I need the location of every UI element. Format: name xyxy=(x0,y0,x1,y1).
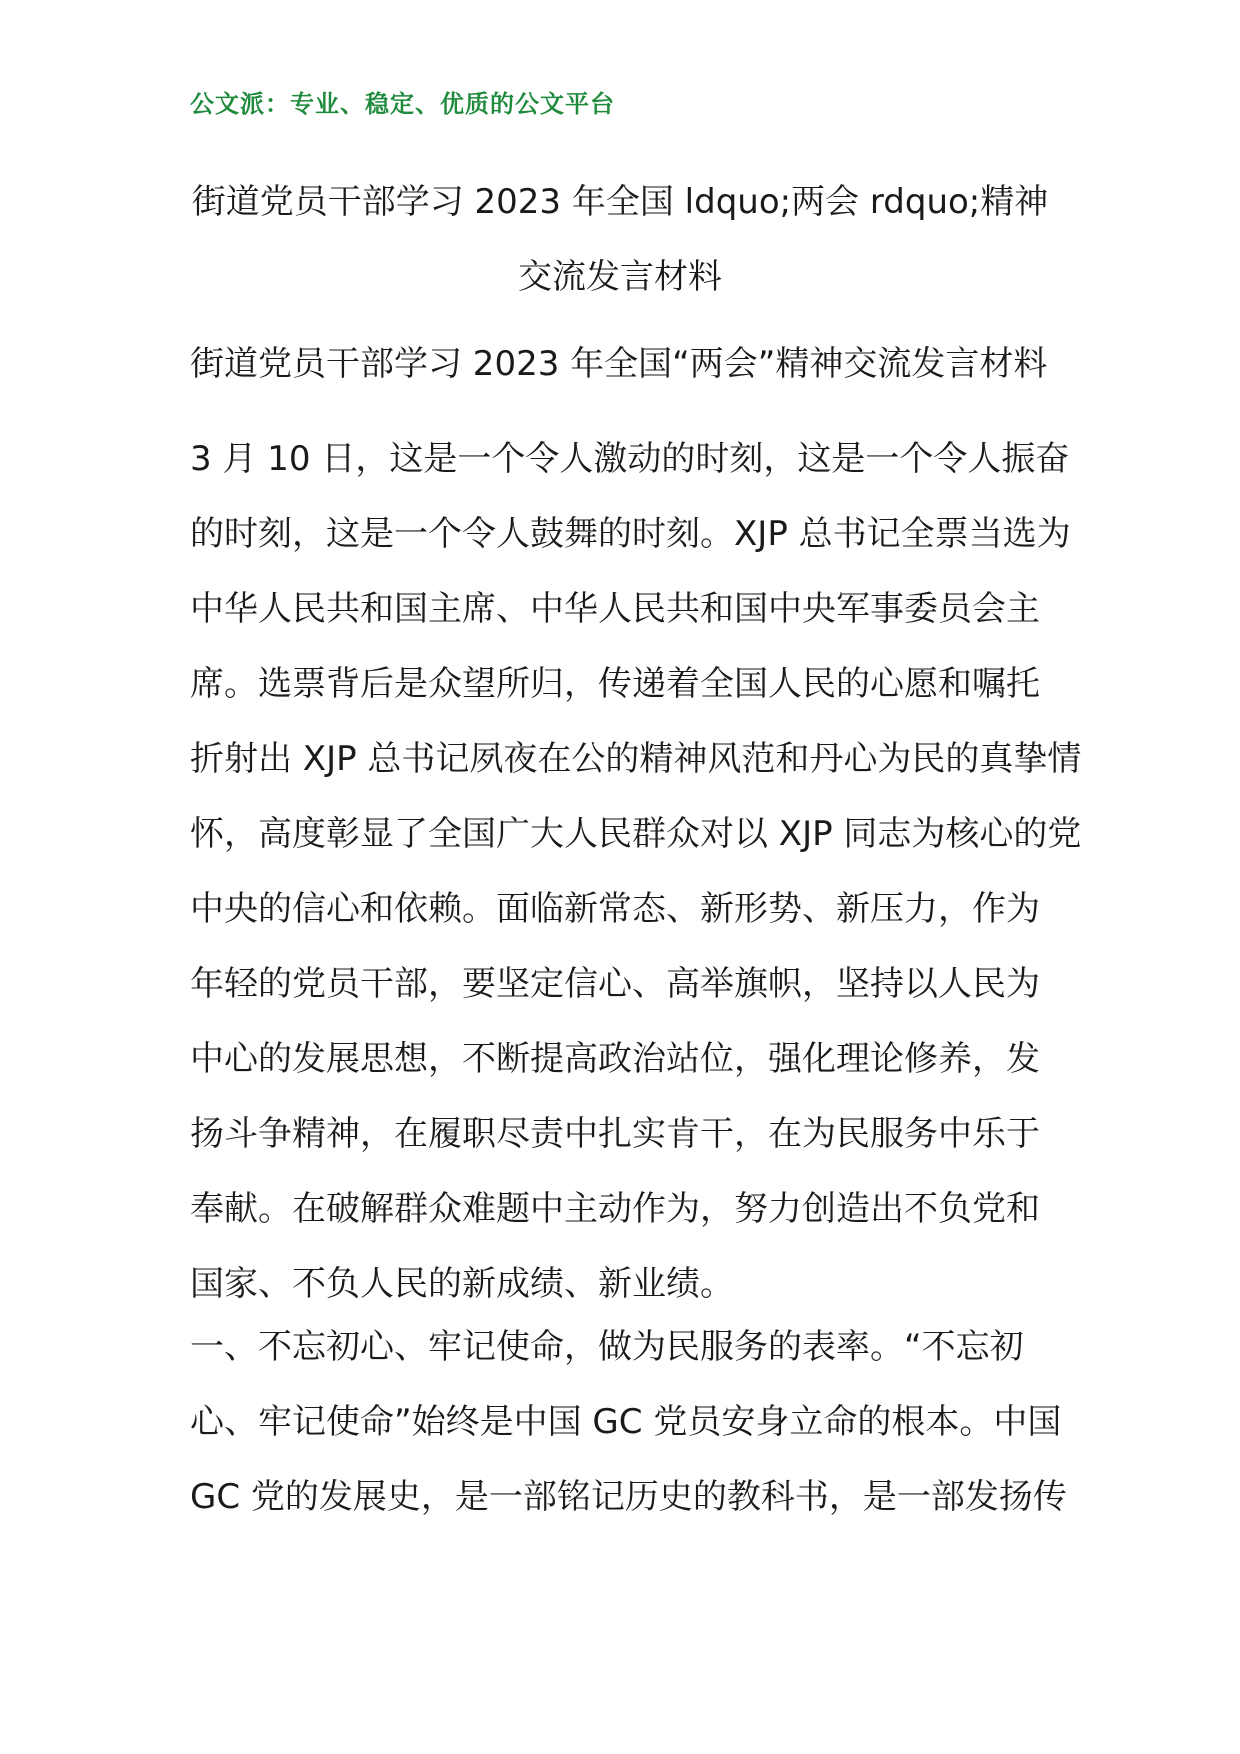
title-line: 街道党员干部学习 2023 年全国 ldquo;两会 rdquo;精神 xyxy=(191,182,1049,222)
text-line: 席。选票背后是众望所归，传递着全国人民的心愿和嘱托 xyxy=(190,664,1040,704)
paragraph-section-one xyxy=(190,1310,1067,1535)
text-line: 奉献。在破解群众难题中主动作为，努力创造出不负党和 xyxy=(190,1189,1040,1229)
text-line: GC 党的发展史，是一部铭记历史的教科书，是一部发扬传 xyxy=(190,1477,1067,1517)
header-note: 公文派：专业、稳定、优质的公文平台 xyxy=(190,90,615,118)
text-line: 年轻的党员干部，要坚定信心、高举旗帜，坚持以人民为 xyxy=(190,964,1040,1004)
page-title xyxy=(190,165,1050,315)
text-line: 的时刻，这是一个令人鼓舞的时刻。XJP 总书记全票当选为 xyxy=(190,514,1071,554)
text-line: 怀，高度彰显了全国广大人民群众对以 XJP 同志为核心的党 xyxy=(190,814,1082,854)
text-line: 折射出 XJP 总书记夙夜在公的精神风范和丹心为民的真挚情 xyxy=(190,739,1082,779)
text-line: 3 月 10 日，这是一个令人激动的时刻，这是一个令人振奋 xyxy=(190,439,1070,479)
paragraph-intro xyxy=(190,422,1082,1322)
text-line: 中心的发展思想，不断提高政治站位，强化理论修养，发 xyxy=(190,1039,1040,1079)
text-line: 一、不忘初心、牢记使命，做为民服务的表率。“不忘初 xyxy=(190,1327,1024,1367)
text-line: 国家、不负人民的新成绩、新业绩。 xyxy=(190,1264,734,1304)
text-line: 中华人民共和国主席、中华人民共和国中央军事委员会主 xyxy=(190,589,1040,629)
text-line: 心、牢记使命”始终是中国 GC 党员安身立命的根本。中国 xyxy=(190,1402,1062,1442)
text-line: 中央的信心和依赖。面临新常态、新形势、新压力，作为 xyxy=(190,889,1040,929)
subtitle: 街道党员干部学习 2023 年全国“两会”精神交流发言材料 xyxy=(190,344,1048,384)
text-line: 扬斗争精神，在履职尽责中扎实肯干，在为民服务中乐于 xyxy=(190,1114,1040,1154)
title-line: 交流发言材料 xyxy=(518,257,722,297)
